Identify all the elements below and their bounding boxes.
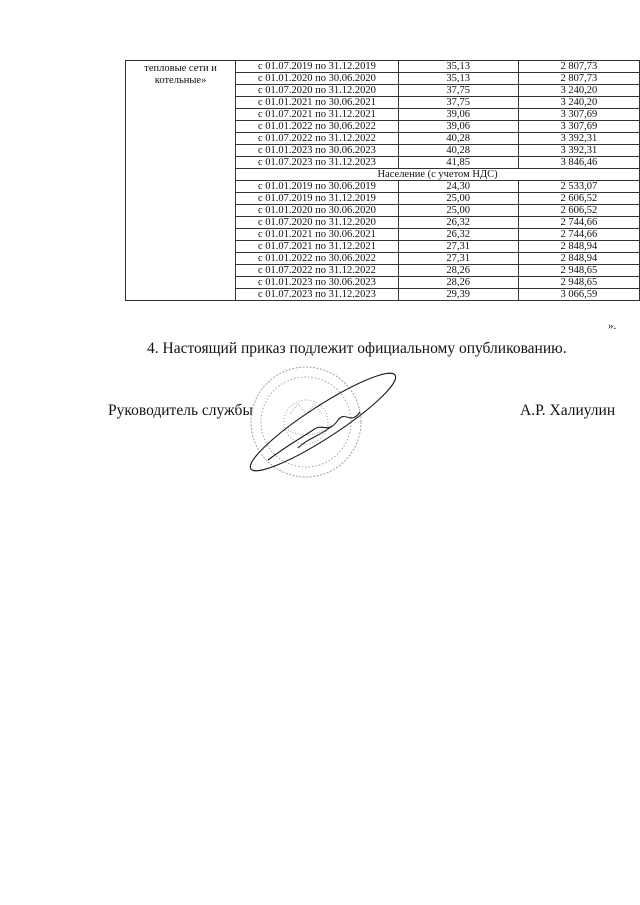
rate-cell: 37,75 — [398, 97, 518, 109]
rate-cell: 27,31 — [398, 253, 518, 265]
official-seal-stamp — [251, 367, 361, 477]
rate-cell: 40,28 — [398, 145, 518, 157]
rate-cell: 39,06 — [398, 109, 518, 121]
rate-cell: 3 307,69 — [518, 121, 639, 133]
rate-cell: 37,75 — [398, 85, 518, 97]
period-cell: с 01.01.2021 по 30.06.2021 — [236, 97, 399, 109]
rate-cell: 2 744,66 — [518, 217, 639, 229]
rate-cell: 2 606,52 — [518, 205, 639, 217]
period-cell: с 01.07.2023 по 31.12.2023 — [236, 289, 399, 301]
rate-cell: 2 606,52 — [518, 193, 639, 205]
period-cell: с 01.07.2021 по 31.12.2021 — [236, 109, 399, 121]
period-cell: с 01.01.2022 по 30.06.2022 — [236, 253, 399, 265]
rate-cell: 2 807,73 — [518, 73, 639, 85]
clause-4-text: 4. Настоящий приказ подлежит официальному опубликованию. — [147, 340, 567, 357]
rate-cell: 2 533,07 — [518, 181, 639, 193]
period-cell: с 01.07.2021 по 31.12.2021 — [236, 241, 399, 253]
rate-cell: 26,32 — [398, 229, 518, 241]
rate-cell: 40,28 — [398, 133, 518, 145]
rate-cell: 2 948,65 — [518, 265, 639, 277]
rate-cell: 29,39 — [398, 289, 518, 301]
tariff-table-body — [126, 61, 640, 301]
group-header-cell: Население (с учетом НДС) — [236, 169, 640, 181]
period-cell: с 01.07.2020 по 31.12.2020 — [236, 217, 399, 229]
period-cell: с 01.01.2020 по 30.06.2020 — [236, 73, 399, 85]
period-cell: с 01.07.2019 по 31.12.2019 — [236, 193, 399, 205]
tariff-table — [125, 60, 640, 301]
period-cell: с 01.01.2023 по 30.06.2023 — [236, 277, 399, 289]
rate-cell: 35,13 — [398, 61, 518, 73]
rate-cell: 25,00 — [398, 193, 518, 205]
period-cell: с 01.01.2019 по 30.06.2019 — [236, 181, 399, 193]
rate-cell: 2 807,73 — [518, 61, 639, 73]
rate-cell: 3 066,59 — [518, 289, 639, 301]
rate-cell: 3 307,69 — [518, 109, 639, 121]
table-row — [126, 61, 640, 73]
rate-cell: 2 948,65 — [518, 277, 639, 289]
organization-cell: тепловые сети и котельные» — [126, 61, 236, 301]
rate-cell: 3 240,20 — [518, 85, 639, 97]
rate-cell: 3 392,31 — [518, 145, 639, 157]
stamp-and-signature — [228, 360, 408, 485]
period-cell: с 01.01.2020 по 30.06.2020 — [236, 205, 399, 217]
rate-cell: 3 240,20 — [518, 97, 639, 109]
rate-cell: 2 848,94 — [518, 253, 639, 265]
rate-cell: 28,26 — [398, 265, 518, 277]
closing-quote: ». — [608, 320, 617, 332]
rate-cell: 2 744,66 — [518, 229, 639, 241]
rate-cell: 35,13 — [398, 73, 518, 85]
rate-cell: 3 392,31 — [518, 133, 639, 145]
period-cell: с 01.07.2022 по 31.12.2022 — [236, 133, 399, 145]
rate-cell: 27,31 — [398, 241, 518, 253]
rate-cell: 25,00 — [398, 205, 518, 217]
signatory-name: А.Р. Халиулин — [520, 402, 616, 419]
period-cell: с 01.01.2021 по 30.06.2021 — [236, 229, 399, 241]
rate-cell: 26,32 — [398, 217, 518, 229]
signatory-role: Руководитель службы — [108, 402, 253, 419]
period-cell: с 01.01.2022 по 30.06.2022 — [236, 121, 399, 133]
rate-cell: 41,85 — [398, 157, 518, 169]
period-cell: с 01.07.2022 по 31.12.2022 — [236, 265, 399, 277]
period-cell: с 01.07.2020 по 31.12.2020 — [236, 85, 399, 97]
period-cell: с 01.07.2019 по 31.12.2019 — [236, 61, 399, 73]
period-cell: с 01.07.2023 по 31.12.2023 — [236, 157, 399, 169]
rate-cell: 2 848,94 — [518, 241, 639, 253]
rate-cell: 28,26 — [398, 277, 518, 289]
rate-cell: 39,06 — [398, 121, 518, 133]
rate-cell: 24,30 — [398, 181, 518, 193]
rate-cell: 3 846,46 — [518, 157, 639, 169]
period-cell: с 01.01.2023 по 30.06.2023 — [236, 145, 399, 157]
